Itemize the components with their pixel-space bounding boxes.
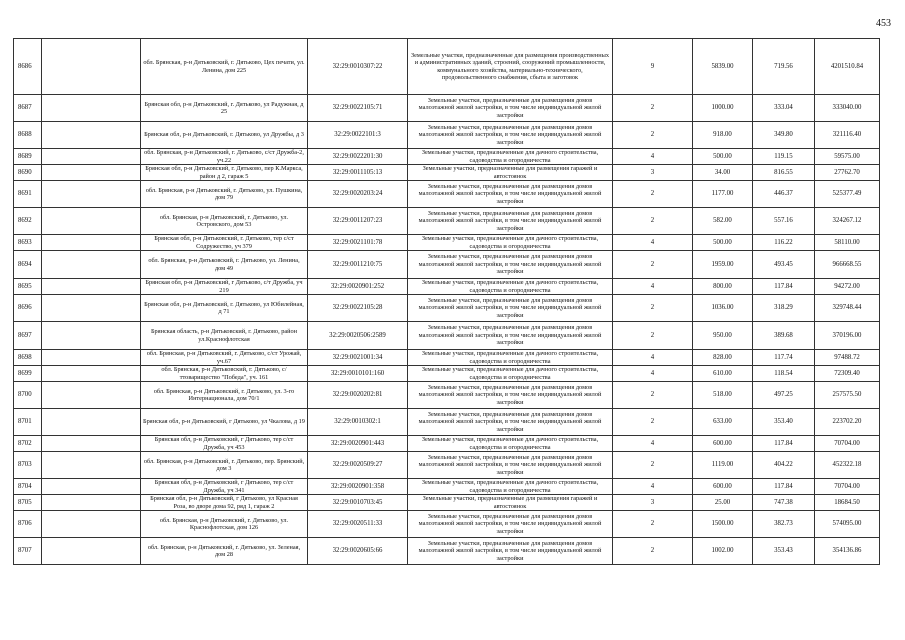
row-number: 8696 [14,295,42,322]
blank-cell [42,122,141,149]
blank-cell [42,39,141,95]
cadastral-number-cell: 32:29:0010307:22 [308,39,408,95]
unit-value-cell: 557.16 [753,208,815,235]
cadastral-number-cell: 32:29:0020506:2589 [308,322,408,350]
address-cell: Брянская обл, р-н Дятьковский, г Дятьково, тер с/ст Дружба, уч 453 [141,436,308,452]
land-use-cell: Земельные участки, предназначенные для размещения домов малоэтажной жилой застройки, в том числе индивидуальной жилой застройки [408,322,613,350]
blank-cell [42,366,141,382]
table-row [14,382,880,409]
address-cell: обл. Брянская, р-н Дятьковский, г. Дятьково, ул. Ленина, дом 49 [141,251,308,279]
unit-value-cell: 353.43 [753,538,815,565]
table-row [14,511,880,538]
table-row [14,295,880,322]
unit-value-cell: 318.29 [753,295,815,322]
area-cell: 950.00 [693,322,753,350]
cadastral-number-cell: 32:29:0021001:34 [308,350,408,366]
group-cell: 4 [613,235,693,251]
area-cell: 1036.00 [693,295,753,322]
unit-value-cell: 493.45 [753,251,815,279]
group-cell: 2 [613,409,693,436]
unit-value-cell: 404.22 [753,452,815,479]
group-cell: 2 [613,511,693,538]
blank-cell [42,95,141,122]
row-number: 8694 [14,251,42,279]
cadastral-number-cell: 32:29:0022105:71 [308,95,408,122]
group-cell: 4 [613,279,693,295]
table-row [14,251,880,279]
cadastral-number-cell: 32:29:0020203:24 [308,181,408,208]
cadastral-number-cell: 32:29:0011105:13 [308,165,408,181]
cadastral-value-cell: 94272.00 [815,279,880,295]
cadastral-value-cell: 4201510.84 [815,39,880,95]
blank-cell [42,295,141,322]
row-number: 8707 [14,538,42,565]
cadastral-number-cell: 32:29:0020202:81 [308,382,408,409]
land-use-cell: Земельные участки, предназначенные для дачного строительства, садоводства и огородничества [408,235,613,251]
address-cell: Брянская область, р-н Дятьковский, г. Дятьково, район ул.Краснофлотская [141,322,308,350]
page-number: 453 [876,18,891,29]
table-row [14,322,880,350]
group-cell: 2 [613,208,693,235]
cadastral-number-cell: 32:29:0021101:78 [308,235,408,251]
blank-cell [42,279,141,295]
unit-value-cell: 497.25 [753,382,815,409]
land-use-cell: Земельные участки, предназначенные для дачного строительства, садоводства и огородничества [408,436,613,452]
unit-value-cell: 117.84 [753,479,815,495]
unit-value-cell: 382.73 [753,511,815,538]
group-cell: 4 [613,149,693,165]
land-registry-table [13,38,880,565]
area-cell: 918.00 [693,122,753,149]
cadastral-value-cell: 525377.49 [815,181,880,208]
cadastral-value-cell: 257575.50 [815,382,880,409]
table-row [14,436,880,452]
cadastral-number-cell: 32:29:0010302:1 [308,409,408,436]
area-cell: 5839.00 [693,39,753,95]
table-body [14,39,880,565]
cadastral-value-cell: 574095.00 [815,511,880,538]
unit-value-cell: 118.54 [753,366,815,382]
blank-cell [42,452,141,479]
land-use-cell: Земельные участки, предназначенные для размещения гаражей и автостоянок [408,495,613,511]
row-number: 8700 [14,382,42,409]
cadastral-number-cell: 32:29:0020509:27 [308,452,408,479]
row-number: 8702 [14,436,42,452]
cadastral-value-cell: 324267.12 [815,208,880,235]
group-cell: 4 [613,479,693,495]
cadastral-value-cell: 59575.00 [815,149,880,165]
row-number: 8699 [14,366,42,382]
cadastral-number-cell: 32:29:0022101:3 [308,122,408,149]
group-cell: 2 [613,382,693,409]
blank-cell [42,350,141,366]
blank-cell [42,251,141,279]
area-cell: 828.00 [693,350,753,366]
cadastral-value-cell: 329748.44 [815,295,880,322]
blank-cell [42,322,141,350]
address-cell: обл. Брянская, р-н Дятьковский, г. Дятьково, ул. Островского, дом 53 [141,208,308,235]
cadastral-value-cell: 97488.72 [815,350,880,366]
table-row [14,39,880,95]
table-row [14,350,880,366]
unit-value-cell: 446.37 [753,181,815,208]
group-cell: 2 [613,295,693,322]
row-number: 8697 [14,322,42,350]
area-cell: 582.00 [693,208,753,235]
area-cell: 600.00 [693,479,753,495]
blank-cell [42,495,141,511]
area-cell: 1002.00 [693,538,753,565]
blank-cell [42,181,141,208]
address-cell: Брянская обл, р-н Дятьковский, г Дятьково, с/т Дружба, уч 219 [141,279,308,295]
address-cell: обл. Брянская, р-н Дятьковский, г. Дятьково, Цех печати, ул. Ленина, дом 225 [141,39,308,95]
group-cell: 3 [613,165,693,181]
cadastral-number-cell: 32:29:0010101:160 [308,366,408,382]
blank-cell [42,436,141,452]
group-cell: 2 [613,452,693,479]
area-cell: 518.00 [693,382,753,409]
group-cell: 4 [613,366,693,382]
area-cell: 1119.00 [693,452,753,479]
group-cell: 4 [613,436,693,452]
table-row [14,95,880,122]
row-number: 8706 [14,511,42,538]
table-row [14,479,880,495]
area-cell: 500.00 [693,235,753,251]
row-number: 8687 [14,95,42,122]
cadastral-value-cell: 333040.00 [815,95,880,122]
group-cell: 2 [613,95,693,122]
address-cell: Брянская обл, р-н Дятьковский, г. Дятьково, ул Юбилейная, д 71 [141,295,308,322]
unit-value-cell: 719.56 [753,39,815,95]
address-cell: Брянская обл, р-н Дятьковский, г Дятьково, тер с/ст Дружба, уч 341 [141,479,308,495]
cadastral-value-cell: 18684.50 [815,495,880,511]
table-row [14,279,880,295]
land-use-cell: Земельные участки, предназначенные для дачного строительства, садоводства и огородничества [408,149,613,165]
cadastral-value-cell: 27762.70 [815,165,880,181]
cadastral-number-cell: 32:29:0011210:75 [308,251,408,279]
area-cell: 633.00 [693,409,753,436]
row-number: 8691 [14,181,42,208]
address-cell: обл. Брянская, р-н Дятьковский, г. Дятьково, ул. Краснофлотская, дом 126 [141,511,308,538]
table-row [14,538,880,565]
address-cell: обл. Брянская, р-н Дятьковский, г. Дятьково, ул. Пушкина, дом 79 [141,181,308,208]
row-number: 8693 [14,235,42,251]
land-use-cell: Земельные участки, предназначенные для дачного строительства, садоводства и огородничества [408,366,613,382]
land-use-cell: Земельные участки, предназначенные для размещения домов малоэтажной жилой застройки, в том числе индивидуальной жилой застройки [408,295,613,322]
area-cell: 800.00 [693,279,753,295]
unit-value-cell: 389.68 [753,322,815,350]
land-use-cell: Земельные участки, предназначенные для размещения домов малоэтажной жилой застройки, в том числе индивидуальной жилой застройки [408,382,613,409]
row-number: 8705 [14,495,42,511]
row-number: 8698 [14,350,42,366]
cadastral-number-cell: 32:29:0020901:443 [308,436,408,452]
land-use-cell: Земельные участки, предназначенные для дачного строительства, садоводства и огородничества [408,279,613,295]
cadastral-number-cell: 32:29:0020605:66 [308,538,408,565]
row-number: 8704 [14,479,42,495]
cadastral-value-cell: 452322.18 [815,452,880,479]
address-cell: обл. Брянская, р-н Дятьковский, г. Дятьково, ул. 3-го Интернационала, дом 70/1 [141,382,308,409]
blank-cell [42,208,141,235]
land-use-cell: Земельные участки, предназначенные для дачного строительства, садоводства и огородничества [408,350,613,366]
blank-cell [42,511,141,538]
table-row [14,409,880,436]
group-cell: 2 [613,181,693,208]
group-cell: 2 [613,538,693,565]
land-use-cell: Земельные участки, предназначенные для размещения домов малоэтажной жилой застройки, в том числе индивидуальной жилой застройки [408,181,613,208]
unit-value-cell: 353.40 [753,409,815,436]
row-number: 8690 [14,165,42,181]
blank-cell [42,409,141,436]
table-row [14,366,880,382]
land-use-cell: Земельные участки, предназначенные для размещения домов малоэтажной жилой застройки, в том числе индивидуальной жилой застройки [408,122,613,149]
address-cell: обл. Брянская, р-н Дятьковский, г. Дятьково, пер. Брянский, дом 3 [141,452,308,479]
cadastral-number-cell: 32:29:0020901:252 [308,279,408,295]
address-cell: Брянская обл, р-н Дятьковский, г Дятьково, ул Чкалова, д 19 [141,409,308,436]
address-cell: обл. Брянская, р-н Дятьковский, г. Дятьково, с/ттоварищество "Победа", уч. 161 [141,366,308,382]
blank-cell [42,382,141,409]
area-cell: 1177.00 [693,181,753,208]
cadastral-number-cell: 32:29:0020511:33 [308,511,408,538]
group-cell: 4 [613,350,693,366]
row-number: 8688 [14,122,42,149]
cadastral-value-cell: 370196.00 [815,322,880,350]
cadastral-number-cell: 32:29:0011207:23 [308,208,408,235]
cadastral-value-cell: 58110.00 [815,235,880,251]
row-number: 8703 [14,452,42,479]
cadastral-value-cell: 70704.00 [815,479,880,495]
cadastral-number-cell: 32:29:0022201:30 [308,149,408,165]
cadastral-value-cell: 223702.20 [815,409,880,436]
table-row [14,149,880,165]
cadastral-value-cell: 321116.40 [815,122,880,149]
table-row [14,235,880,251]
address-cell: обл. Брянская, р-н Дятьковский, г. Дятьково, с/ст Дружба-2, уч.22 [141,149,308,165]
area-cell: 25.00 [693,495,753,511]
cadastral-number-cell: 32:29:0020901:358 [308,479,408,495]
blank-cell [42,235,141,251]
unit-value-cell: 116.22 [753,235,815,251]
land-use-cell: Земельные участки, предназначенные для размещения домов малоэтажной жилой застройки, в том числе индивидуальной жилой застройки [408,452,613,479]
address-cell: Брянская обл, р-н Дятьковский, г. Дятьково, ул Дружбы, д 3 [141,122,308,149]
area-cell: 500.00 [693,149,753,165]
table-row [14,208,880,235]
land-use-cell: Земельные участки, предназначенные для размещения домов малоэтажной жилой застройки, в том числе индивидуальной жилой застройки [408,511,613,538]
blank-cell [42,149,141,165]
table-row [14,452,880,479]
table-row [14,165,880,181]
cadastral-value-cell: 70704.00 [815,436,880,452]
row-number: 8692 [14,208,42,235]
blank-cell [42,538,141,565]
cadastral-value-cell: 72309.40 [815,366,880,382]
row-number: 8701 [14,409,42,436]
address-cell: обл. Брянская, р-н Дятьковский, г. Дятьково, с/ст Урожай, уч.67 [141,350,308,366]
area-cell: 610.00 [693,366,753,382]
cadastral-number-cell: 32:29:0010703:45 [308,495,408,511]
unit-value-cell: 117.84 [753,279,815,295]
row-number: 8695 [14,279,42,295]
cadastral-value-cell: 354136.86 [815,538,880,565]
unit-value-cell: 816.55 [753,165,815,181]
cadastral-number-cell: 32:29:0022105:28 [308,295,408,322]
land-use-cell: Земельные участки, предназначенные для размещения гаражей и автостоянок [408,165,613,181]
area-cell: 1959.00 [693,251,753,279]
unit-value-cell: 349.80 [753,122,815,149]
land-use-cell: Земельные участки, предназначенные для дачного строительства, садоводства и огородничества [408,479,613,495]
area-cell: 600.00 [693,436,753,452]
row-number: 8686 [14,39,42,95]
table-row [14,495,880,511]
unit-value-cell: 333.04 [753,95,815,122]
group-cell: 2 [613,322,693,350]
unit-value-cell: 119.15 [753,149,815,165]
unit-value-cell: 117.74 [753,350,815,366]
group-cell: 2 [613,251,693,279]
table-row [14,122,880,149]
address-cell: Брянская обл, р-н Дятьковский, г Дятьково, ул Красная Роза, во дворе дома 92, ряд 1, гараж 2 [141,495,308,511]
group-cell: 3 [613,495,693,511]
land-use-cell: Земельные участки, предназначенные для размещения домов малоэтажной жилой застройки, в том числе индивидуальной жилой застройки [408,538,613,565]
address-cell: Брянская обл, р-н Дятьковский, г. Дятьково, ул Радужная, д 25 [141,95,308,122]
land-use-cell: Земельные участки, предназначенные для размещения домов малоэтажной жилой застройки, в том числе индивидуальной жилой застройки [408,95,613,122]
blank-cell [42,165,141,181]
area-cell: 1500.00 [693,511,753,538]
address-cell: Брянская обл, р-н Дятьковский, г. Дятьково, тер с/ст Содружество, уч 379 [141,235,308,251]
unit-value-cell: 747.38 [753,495,815,511]
group-cell: 2 [613,122,693,149]
land-use-cell: Земельные участки, предназначенные для размещения домов малоэтажной жилой застройки, в том числе индивидуальной жилой застройки [408,208,613,235]
area-cell: 1000.00 [693,95,753,122]
table-row [14,181,880,208]
area-cell: 34.00 [693,165,753,181]
land-use-cell: Земельные участки, предназначенные для размещения производственных и административных зданий, строений, сооружений промышленности, коммунального хозяйства, материально-технического, продовольственного снабжения, сбыта и заготовок [408,39,613,95]
row-number: 8689 [14,149,42,165]
land-use-cell: Земельные участки, предназначенные для размещения домов малоэтажной жилой застройки, в том числе индивидуальной жилой застройки [408,409,613,436]
unit-value-cell: 117.84 [753,436,815,452]
blank-cell [42,479,141,495]
land-use-cell: Земельные участки, предназначенные для размещения домов малоэтажной жилой застройки, в том числе индивидуальной жилой застройки [408,251,613,279]
address-cell: обл. Брянская, р-н Дятьковский, г. Дятьково, ул. Зеленая, дом 28 [141,538,308,565]
cadastral-value-cell: 966668.55 [815,251,880,279]
group-cell: 9 [613,39,693,95]
address-cell: Брянская обл, р-н Дятьковский, г. Дятьково, пер К.Маркса, район д 2, гараж 5 [141,165,308,181]
